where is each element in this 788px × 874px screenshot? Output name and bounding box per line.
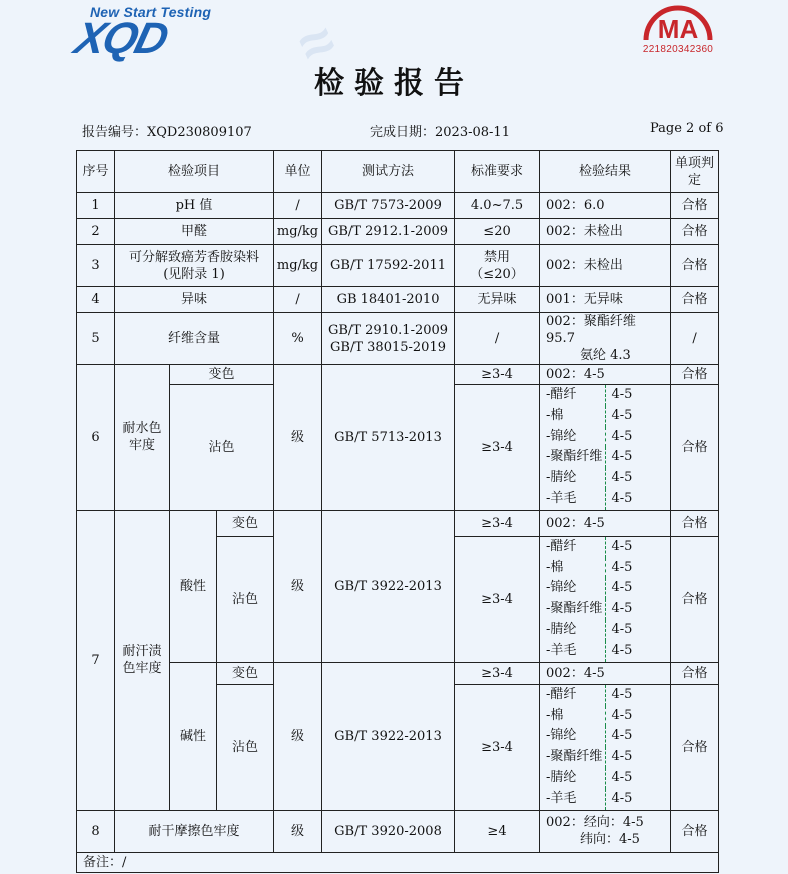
table-row: 碱性 变色 级 GB/T 3922-2013 ≥3-4 002：4-5 合格 <box>77 662 719 684</box>
completion-date: 完成日期：2023-08-11 <box>370 125 510 140</box>
page-title: 检验报告 <box>314 66 474 101</box>
table-row: 8 耐干摩擦色牢度 级 GB/T 3920-2008 ≥4 002：经向：4-5 纬向：4-5 合格 <box>77 810 719 852</box>
col-verdict: 单项判定 <box>671 151 719 193</box>
table-header-row <box>77 151 719 193</box>
table-row: 5 纤维含量 % GB/T 2910.1-2009 GB/T 38015-2019 / 002：聚酯纤维 95.7 氨纶 4.3 / <box>77 313 719 365</box>
stain-grades: -醋纤 4-5 -棉 4-5 -锦纶 4-5 -聚酯纤维 4-5 -腈纶 4-5 -羊毛 4-5 <box>540 385 670 510</box>
stain-grades: -醋纤 4-5 -棉 4-5 -锦纶 4-5 -聚酯纤维 4-5 -腈纶 4-5 -羊毛 4-5 <box>540 537 670 662</box>
table-row: 4 异味 / GB 18401-2010 无异味 001：无异味 合格 <box>77 287 719 313</box>
col-result: 检验结果 <box>540 151 671 193</box>
col-requirement: 标准要求 <box>455 151 540 193</box>
ma-mark: MA <box>657 14 699 44</box>
table-row: 沾色 ≥3-4 -醋纤 4-5 -棉 4-5 -锦纶 4-5 -聚酯纤维 4-5 -腈纶 4-5 -羊毛 4-5 合格 <box>77 684 719 810</box>
table-row: 沾色 ≥3-4 -醋纤 4-5 -棉 4-5 -锦纶 4-5 -聚酯纤维 4-5 -腈纶 4-5 -羊毛 4-5 合格 <box>77 385 719 511</box>
col-seq: 序号 <box>77 151 115 193</box>
table-row: 沾色 ≥3-4 -醋纤 4-5 -棉 4-5 -锦纶 4-5 -聚酯纤维 4-5 -腈纶 4-5 -羊毛 4-5 合格 <box>77 536 719 662</box>
logo-text: XQD <box>70 14 172 63</box>
table-row: 2 甲醛 mg/kg GB/T 2912.1-2009 ≤20 002：未检出 合格 <box>77 219 719 245</box>
company-logo <box>70 4 226 63</box>
col-unit: 单位 <box>274 151 322 193</box>
col-method: 测试方法 <box>322 151 455 193</box>
stain-grades: -醋纤 4-5 -棉 4-5 -锦纶 4-5 -聚酯纤维 4-5 -腈纶 4-5 -羊毛 4-5 <box>540 685 670 810</box>
remarks-row <box>77 852 719 872</box>
table-row: 1 pH 值 / GB/T 7573-2009 4.0~7.5 002：6.0 合格 <box>77 193 719 219</box>
ma-certification-seal <box>640 2 716 56</box>
page-number: Page 2 of 6 <box>650 121 724 136</box>
table-row: 6 耐水色 牢度 变色 级 GB/T 5713-2013 ≥3-4 002：4-5 合格 <box>77 365 719 385</box>
logo-tagline: New Start Testing <box>90 4 212 20</box>
table-row: 7 耐汗渍 色牢度 酸性 变色 级 GB/T 3922-2013 ≥3-4 002：4-5 合格 <box>77 510 719 536</box>
inspection-table <box>76 150 719 873</box>
table-row: 3 可分解致癌芳香胺染料 (见附录 1) mg/kg GB/T 17592-2011 禁用 （≤20） 002：未检出 合格 <box>77 245 719 287</box>
report-number: 报告编号：XQD230809107 <box>82 125 252 140</box>
ma-number: 221820342360 <box>642 44 714 55</box>
col-item: 检验项目 <box>115 151 274 193</box>
remarks: 备注：/ <box>77 852 719 872</box>
